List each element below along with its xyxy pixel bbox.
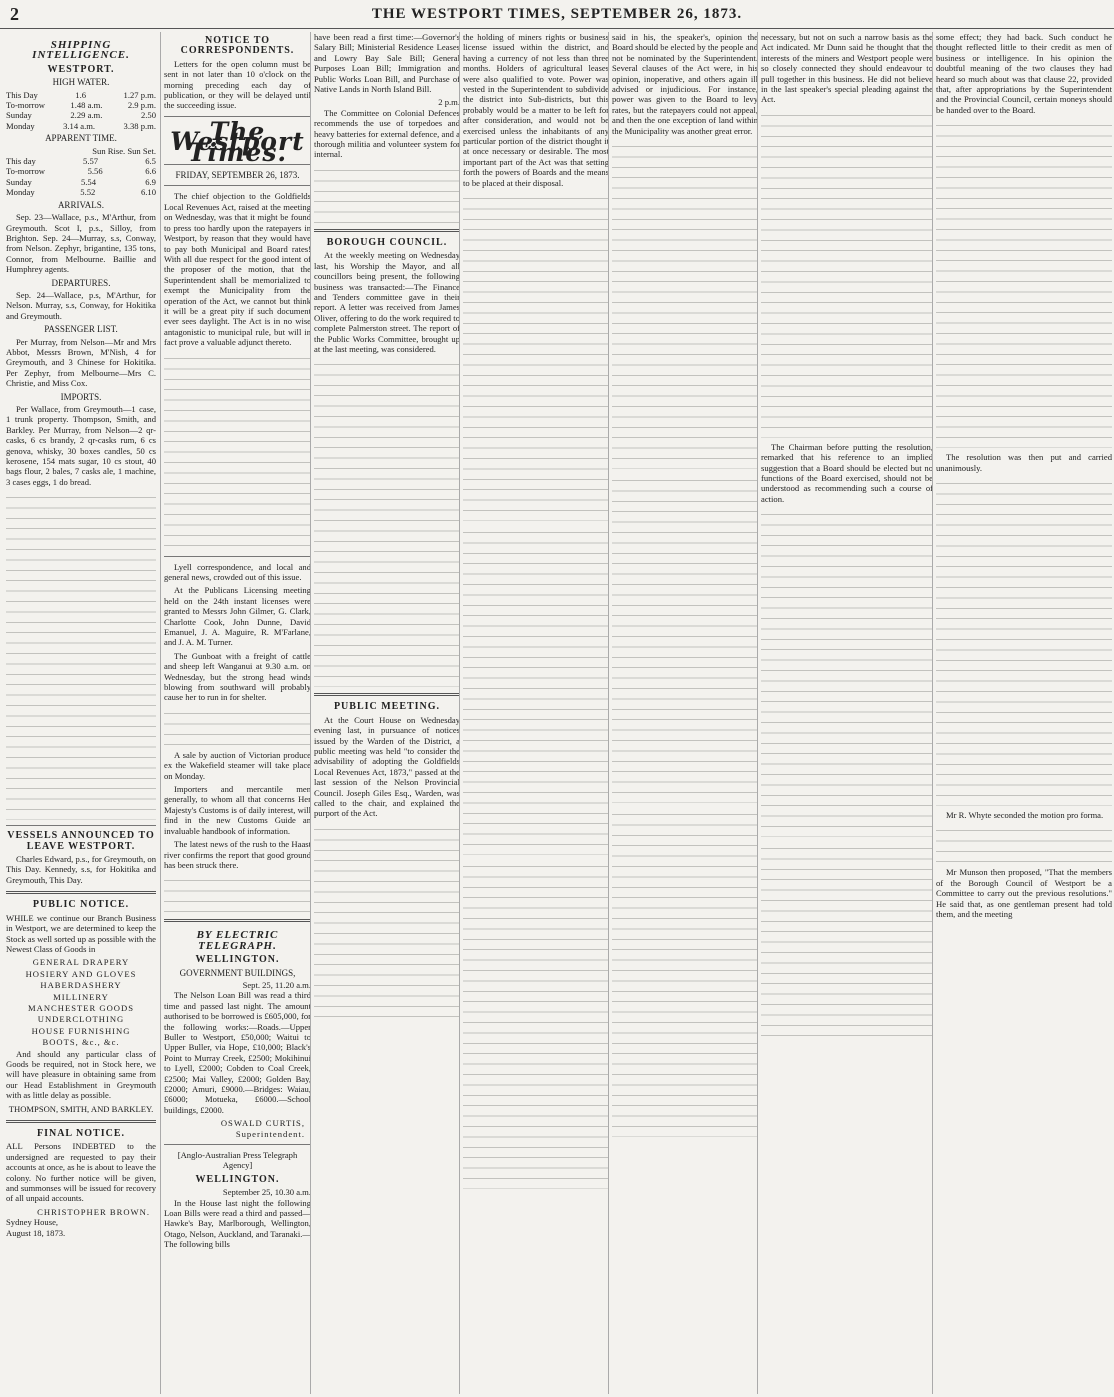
press-agency: [Anglo-Australian Press Telegraph Agency] xyxy=(177,1150,298,1171)
news-note-continued xyxy=(164,706,311,746)
meeting-report-continued xyxy=(612,139,758,469)
goods-line: HOUSE FURNISHING xyxy=(31,1025,131,1036)
divider xyxy=(164,1144,311,1145)
goods-line: BOOTS, &c., &c. xyxy=(42,1037,120,1048)
correspondents-body: Letters for the open column must be sent in not later than 10 o'clock on the morning preceding each day of publication, or they will be delayed until the succeeding issue. xyxy=(164,58,311,111)
arrivals-title: ARRIVALS. xyxy=(57,199,105,210)
column-meeting-2 xyxy=(459,32,609,1394)
divider xyxy=(6,825,156,826)
dispatch-date: September 25, 10.30 a.m. xyxy=(222,1187,311,1198)
meeting-report-continued xyxy=(463,525,609,855)
closing-motion: Mr Munson then proposed, "That the members of the Borough Council of Westport be a Committee to carry out the previous resolutions." He said that, as one gentleman present had told them, and the meeting xyxy=(936,867,1112,920)
table-row: To-morrow 5.56 6.6 xyxy=(6,166,156,177)
dispatch-body: In the House last night the following Loan Bills were read a third and passed—Hawke's Bay, Marlborough, Wellington, Otago, Nelson, Auckland, and Taranaki.—The following bills xyxy=(164,1197,311,1250)
masthead xyxy=(0,0,1114,29)
sun-header: Sun Rise. Sun Set. xyxy=(92,145,156,156)
column-meeting-4 xyxy=(757,32,933,1394)
borough-council-title: BOROUGH COUNCIL. xyxy=(326,236,448,248)
issue-date: FRIDAY, SEPTEMBER 26, 1873. xyxy=(175,170,300,181)
departures-title: DEPARTURES. xyxy=(51,277,111,288)
table-row: Sunday 5.54 6.9 xyxy=(6,176,156,187)
dispatch-place: WELLINGTON. xyxy=(195,954,280,966)
imports-continued-text xyxy=(6,490,156,820)
table-row: To-morrow 1.48 a.m. 2.9 p.m. xyxy=(6,100,156,111)
public-notice-body: WHILE we continue our Branch Business in Westport, we are determined to keep the Stock as well sorted up as possible with the Newest Class of Goods in xyxy=(6,912,156,954)
apparent-time-table xyxy=(6,156,156,198)
table-row: This day 5.57 6.5 xyxy=(6,156,156,167)
telegraph-title: BY ELECTRIC TELEGRAPH. xyxy=(196,929,279,952)
news-note-continued xyxy=(164,873,311,913)
nameplate-title: The Westport Times. xyxy=(170,116,305,167)
divider xyxy=(164,919,311,922)
meeting-report-continued xyxy=(761,108,933,438)
goods-line: GENERAL DRAPERY xyxy=(32,957,130,968)
column-meeting-3 xyxy=(608,32,758,1394)
chairman-remarks: The Chairman before putting the resolution, remarked that his reference to an implied suggestion that a Board should be elected but no functions of the Board exercised, should not be understood as recommending such a course of action. xyxy=(761,441,933,504)
dispatch-body: The Nelson Loan Bill was read a third time and passed last night. The amount authorised to be borrowed is £605,000, for the following works:—Roads.—Upper Buller to Westport, £50,000; Waitui to Upper Buller, via Hope, £10,000; Black's Point to Murray Creek, £2500; Mokihinui to Lyell, £2000; Cobden to Coal Creek, £2500; Mai Valley, £2000; Golden Bay, £2000; Amuri, £9000.—Bridges: Waiau, £6000; Motueka, £6000.—School buildings, £2000. xyxy=(164,990,311,1115)
meeting-report-continued xyxy=(936,823,1112,863)
news-note: Lyell correspondence, and local and general news, crowded out of this issue. xyxy=(164,561,311,582)
leader-continued-text xyxy=(164,351,311,551)
meeting-report-continued xyxy=(936,476,1112,806)
news-note: The Gunboat with a freight of cattle and sheep left Wanganui at 9.30 a.m. on Wednesday, but the strong head winds blowing from southward will probably cause her to run in for shelter. xyxy=(164,650,311,703)
meeting-report: necessary, but not on such a narrow basis as the Act indicated. Mr Dunn said he thought that the interests of the miners and Westport people were so closely connected they should endeavour to pull together in this business. He did not believe in the last speaker's special pleading against the Act. xyxy=(761,32,933,105)
borough-council-text: At the weekly meeting on Wednesday last, his Worship the Mayor, and all councillors being present, the following business was transacted:—The Finance and Tenders committee gave in their report. A letter was received from James Oliver, offering to do the work required to complete Palmerston street. The report of the Public Works Committee, brought up at the last meeting, was considered. xyxy=(314,250,460,354)
meeting-report-continued xyxy=(761,841,933,1041)
final-notice-title: FINAL NOTICE. xyxy=(36,1128,125,1139)
defence-news: The Committee on Colonial Defences recommends the use of torpedoes and heavy batteries for external defence, and a thorough militia and volunteer system for internal. xyxy=(314,107,460,160)
meeting-report-continued xyxy=(463,191,609,521)
seconder-note: Mr R. Whyte seconded the motion pro forma. xyxy=(946,810,1104,821)
divider xyxy=(6,891,156,894)
divider xyxy=(314,229,460,232)
goods-line: MILLINERY xyxy=(53,991,109,1002)
dispatch-signature: OSWALD CURTIS, Superintendent. xyxy=(220,1118,305,1139)
meeting-report-continued xyxy=(612,473,758,803)
page-number: 2 xyxy=(10,4,19,24)
running-head: THE WESTPORT TIMES, SEPTEMBER 26, 1873. xyxy=(371,6,743,22)
column-meeting-5 xyxy=(932,32,1112,1394)
divider xyxy=(164,556,311,557)
public-meeting-continued xyxy=(314,822,460,1022)
column-shipping xyxy=(6,32,156,1394)
column-council xyxy=(310,32,460,1394)
passenger-title: PASSENGER LIST. xyxy=(44,324,118,335)
meeting-report-continued xyxy=(761,507,933,837)
final-notice-place: Sydney House, xyxy=(6,1217,59,1228)
public-notice-tail: And should any particular class of Goods be required, not in Stock here, we will have pleasure in obtaining same from our Head Establishment in Greymouth with as little delay as possible. xyxy=(6,1048,156,1101)
news-note: The latest news of the rush to the Haast river confirms the report that good ground has been struck there. xyxy=(164,839,311,870)
dispatch-sub: GOVERNMENT BUILDINGS, xyxy=(179,967,296,978)
goods-line: UNDERCLOTHING xyxy=(37,1014,125,1025)
passenger-text: Per Murray, from Nelson—Mr and Mrs Abbot, Messrs Brown, M'Nish, 4 for Greymouth, and 3 Chinese for Hokitika. Per Zephyr, from Melbourne—Mrs C. Christie, and Miss Cox. xyxy=(6,336,156,389)
goods-line: HOSIERY AND GLOVES xyxy=(25,968,137,979)
imports-text: Per Wallace, from Greymouth—1 case, 1 trunk property. Thompson, Smith, and Barkley. Per Murray, from Nelson—2 qr-casks, 6 cs brandy, 2 qr-casks rum, 6 cs genova, whisky, 30 boxes candles, 50 cs kerosene, 154 mats sugar, 10 cs stout, 40 bags flour, 2 bales, 7 casks ale, 1 machine, 3 cases eggs, 1 do bread. xyxy=(6,404,156,487)
meeting-report-continued xyxy=(463,859,609,1189)
news-note: A sale by auction of Victorian produce ex the Wakefield steamer will take place on Monday. xyxy=(164,749,311,781)
apparent-time-title: APPARENT TIME. xyxy=(45,133,117,144)
meeting-report: said in his, the speaker's, opinion the Board should be elected by the people and not be nominated by the Superintendent. Several clauses of the Act were, in his opinion, inoperative, and others again ill advised or injudicious. For instance, power was given to the Board to levy rates, but the ratepayers could not appeal, and then the one exception of land within the Municipality was another great error. xyxy=(612,32,758,136)
leader-text: The chief objection to the Goldfields Local Revenues Act, raised at the meeting on Wednesday, was that it might be found to press too hardly upon the ratepayers in Westport, by reason that they would have to pay both Municipal and Board rates! With all due respect for the good intent of the proposer of the motion, that the Superintendent shall be memorialized to exempt the Municipality from the operation of the Act, we cannot but think it will be a great pity if such document ever sees daylight. The Act is in no wise antagonistic to municipal rule, but will in fact prove a valuable adjunct thereto. xyxy=(164,191,311,348)
public-meeting-title: PUBLIC MEETING. xyxy=(333,701,441,713)
goods-line: HABERDASHERY xyxy=(40,980,122,991)
dispatch-date: Sept. 25, 11.20 a.m. xyxy=(242,979,311,990)
meeting-report: some effect; they had back. Such conduct he thought reflected little to their credit as men of business or intelligence. In his opinion the doubtful meaning of the two clauses they had heard so much about was that clause 22, provided that, after appropriations by the Superintendent and the Provincial Council, certain moneys should be handed over to the Board. xyxy=(936,32,1112,115)
public-notice-title: PUBLIC NOTICE. xyxy=(32,899,130,911)
borough-council-continued xyxy=(314,357,460,687)
correspondents-title: NOTICE TO CORRESPONDENTS. xyxy=(180,35,295,57)
public-meeting-text: At the Court House on Wednesday evening last, in pursuance of notices issued by the Warden of the District, a public meeting was held "to consider the advisability of adopting the Goldfields Local Revenues Act, 1873," passed at the last session of the Nelson Provincial Council. Joseph Giles Esq., Warden, was called to the chair, and explained the purport of the Act. xyxy=(314,714,460,819)
table-row: This Day 1.6 1.27 p.m. xyxy=(6,89,156,100)
defence-news-continued xyxy=(314,163,460,223)
meeting-report-continued xyxy=(612,807,758,1137)
divider xyxy=(6,1120,156,1123)
high-water-table xyxy=(6,90,156,132)
high-water-title: HIGH WATER. xyxy=(52,77,110,88)
divider xyxy=(164,185,311,186)
meeting-report-continued xyxy=(936,118,1112,448)
divider xyxy=(314,693,460,696)
dispatch-place: WELLINGTON. xyxy=(195,1173,280,1185)
vessels-title: VESSELS ANNOUNCED TO LEAVE WESTPORT. xyxy=(7,830,155,852)
port-name: WESTPORT. xyxy=(47,63,115,75)
telegraph-continued: have been read a first time:—Governor's Salary Bill; Ministerial Residence Leases and Lowry Bay Sale Bill; General Purposes Loan Bill; Immigration and Public Works Loan Bill, and Purchase of Native Lands in North Island Bill. xyxy=(314,32,460,95)
news-note: Importers and mercantile men generally, to whom all that concerns Her Majesty's Customs is of daily interest, will find in the new Customs Guide an invaluable handbook of information. xyxy=(164,784,311,836)
news-note: At the Publicans Licensing meeting held on the 24th instant licenses were granted to Messrs John Gilmer, G. Clark, Charlotte Cook, John Dunne, David Emanuel, J. A. Maguire, R. M'Farlane, and J. A. M. Turner. xyxy=(164,585,311,648)
final-notice-body: ALL Persons INDEBTED to the undersigned are requested to pay their accounts at once, as he is about to leave the colony. No further notice will be given, and summonses will be issued for recovery of all unpaid accounts. xyxy=(6,1141,156,1204)
vessels-text: Charles Edward, p.s., for Greymouth, on This Day. Kennedy, s.s, for Hokitika and Greymouth, This Day. xyxy=(6,854,156,885)
table-row: Monday 3.14 a.m. 3.38 p.m. xyxy=(6,120,156,131)
table-row: Sunday 2.29 a.m. 2.50 xyxy=(6,110,156,121)
final-notice-signature: CHRISTOPHER BROWN. xyxy=(37,1206,150,1217)
goods-line: MANCHESTER GOODS xyxy=(27,1002,134,1013)
time-stamp: 2 p.m. xyxy=(438,97,460,108)
resolution-note: The resolution was then put and carried unanimously. xyxy=(936,452,1112,473)
final-notice-date: August 18, 1873. xyxy=(6,1227,66,1238)
departures-text: Sep. 24—Wallace, p.s, M'Arthur, for Nelson. Murray, s.s, Conway, for Hokitika and Greymouth. xyxy=(6,289,156,321)
table-row: Monday 5.52 6.10 xyxy=(6,187,156,198)
shipping-heading: SHIPPING INTELLIGENCE. xyxy=(32,39,130,62)
imports-title: IMPORTS. xyxy=(60,391,102,402)
public-notice-signature: THOMPSON, SMITH, AND BARKLEY. xyxy=(8,1103,154,1114)
arrivals-text: Sep. 23—Wallace, p.s., M'Arthur, from Greymouth. Scot I, p.s., Silloy, from Brighton. Sep. 24—Murray, s.s, Conway, from Nelson. Zephyr, brigantine, 135 tons, Connor, from Melbourne. Baillie and Humphrey agents. xyxy=(6,212,156,275)
meeting-report: the holding of miners rights or business license issued within the district, and having a currency of not less than three months. Holders of agricultural leases were also qualified to vote. Power was vested in the Superintendent to subdivide the district into Sub-districts, but this probably would be a matter to be left for after consideration, and would not be exercised unless the inhabitants of any particular portion of the district thought it at once necessary or desirable. The most important part of the Act was that setting forth the powers of Boards and the means to be placed at their disposal. xyxy=(463,32,609,188)
column-editorial xyxy=(160,32,311,1394)
